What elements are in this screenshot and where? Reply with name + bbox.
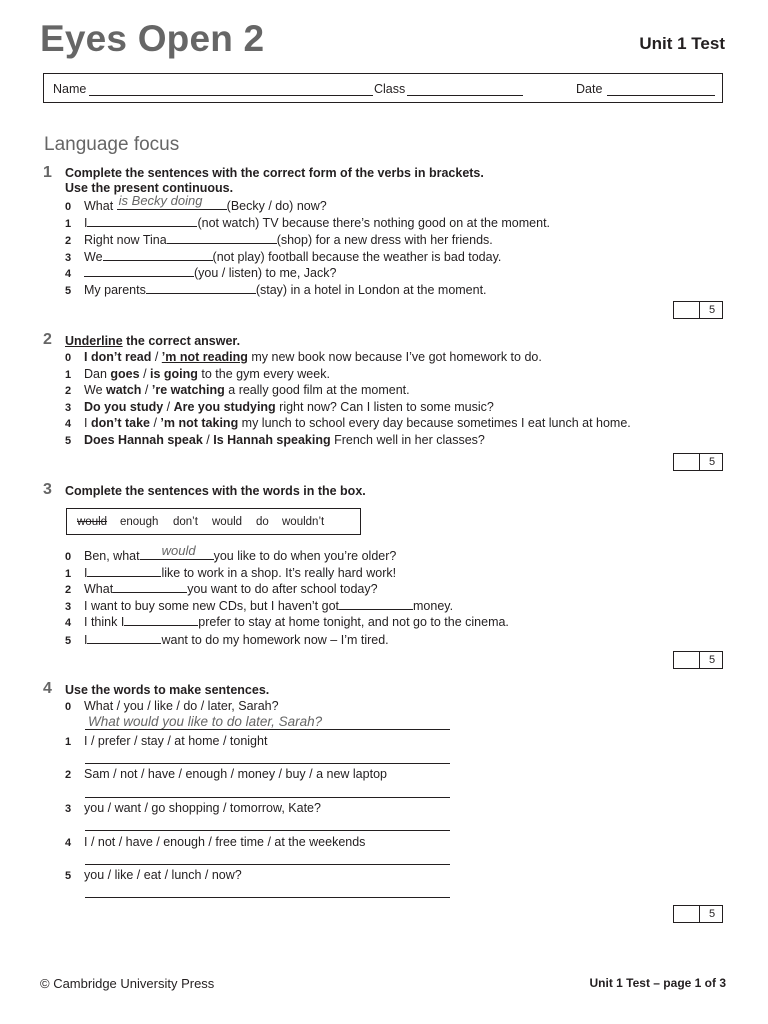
word-box-word: enough (120, 516, 159, 528)
q1-instruction-2: Use the present continuous. (65, 181, 234, 195)
option-a[interactable]: I don’t read (84, 350, 152, 364)
q3-item-4: 4 I think I prefer to stay at home tonight, and not go to the cinema. (65, 615, 509, 629)
option-b[interactable]: ’m not taking (160, 416, 239, 430)
question-number: 3 (43, 481, 52, 498)
q2-item-5: 5 Does Hannah speak / Is Hannah speaking French well in her classes? (65, 433, 485, 447)
q2-instruction: Underline the correct answer. (65, 334, 241, 348)
q4-item-5: 5 you / like / eat / lunch / now? (65, 868, 242, 882)
score-box[interactable] (673, 651, 723, 669)
word-box-word: wouldn’t (282, 516, 325, 528)
answer-line[interactable] (85, 897, 450, 898)
q1-item-2: 2 Right now Tina (shop) for a new dress with her friends. (65, 233, 493, 247)
answer-line[interactable] (85, 864, 450, 865)
q3-item-5: 5 I want to do my homework now – I’m tired. (65, 633, 389, 647)
score-total: 5 (699, 652, 724, 668)
answer-blank[interactable] (146, 281, 256, 294)
score-box[interactable] (673, 905, 723, 923)
answer-blank[interactable] (117, 193, 227, 210)
section-title: Language focus (44, 134, 180, 155)
q1-item-1: 1 I (not watch) TV because there’s nothing good on at the moment. (65, 216, 551, 230)
option-a[interactable]: Does Hannah speak (84, 433, 203, 447)
option-b[interactable]: Are you studying (173, 400, 276, 414)
score-box[interactable] (673, 453, 723, 471)
q1-instruction: Complete the sentences with the correct form of the verbs in brackets. (65, 166, 484, 180)
date-field[interactable] (607, 95, 715, 96)
answer-blank[interactable] (140, 543, 214, 560)
score-total: 5 (699, 906, 724, 922)
option-b[interactable]: ’m not reading (161, 350, 248, 364)
option-a[interactable]: Do you study (84, 400, 164, 414)
question-number: 2 (43, 331, 52, 348)
example-answer: is Becky doing (118, 193, 203, 208)
word-box-word: don’t (173, 516, 198, 528)
word-box-word: would (212, 516, 243, 528)
q3-instruction: Complete the sentences with the words in the box. (65, 484, 366, 498)
q1-item-4: 4 (you / listen) to me, Jack? (65, 266, 337, 280)
q4-instruction: Use the words to make sentences. (65, 683, 270, 697)
answer-line[interactable] (85, 729, 450, 730)
student-info-box (43, 73, 723, 103)
name-field[interactable] (89, 95, 373, 96)
name-label: Name (53, 82, 87, 96)
word-box-word: would (77, 516, 108, 528)
question-number: 1 (43, 164, 52, 181)
score-box[interactable] (673, 301, 723, 319)
answer-blank[interactable] (87, 564, 161, 577)
q4-item-1: 1 I / prefer / stay / at home / tonight (65, 734, 268, 748)
q1-item-3: 3 We (not play) football because the weather is bad today. (65, 250, 502, 264)
q3-item-0: 0 Ben, what would you like to do when you’re older? (65, 543, 397, 563)
example-answer: What would you like to do later, Sarah? (88, 714, 323, 729)
answer-blank[interactable] (87, 631, 161, 644)
q2-item-1: 1 Dan goes / is going to the gym every week. (65, 367, 330, 381)
q2-item-2: 2 We watch / ’re watching a really good film at the moment. (65, 383, 410, 397)
class-field[interactable] (407, 95, 523, 96)
q4-item-2: 2 Sam / not / have / enough / money / buy / a new laptop (65, 767, 387, 781)
answer-blank[interactable] (103, 248, 213, 261)
answer-blank[interactable] (87, 214, 197, 227)
option-a[interactable]: don’t take (90, 416, 150, 430)
q1-item-0: 0 What is Becky doing (Becky / do) now? (65, 193, 327, 213)
q3-item-3: 3 I want to buy some new CDs, but I haven’t got money. (65, 599, 454, 613)
q1-item-5: 5 My parents (stay) in a hotel in London at the moment. (65, 283, 487, 297)
score-total: 5 (699, 454, 724, 470)
test-label: Unit 1 Test (639, 34, 725, 53)
answer-blank[interactable] (113, 580, 187, 593)
answer-blank[interactable] (124, 613, 198, 626)
q4-item-0: 0 What / you / like / do / later, Sarah? (65, 699, 279, 713)
answer-line[interactable] (85, 763, 450, 764)
q4-item-3: 3 you / want / go shopping / tomorrow, Kate? (65, 801, 321, 815)
answer-blank[interactable] (167, 231, 277, 244)
q3-item-1: 1 I like to work in a shop. It’s really hard work! (65, 566, 397, 580)
answer-blank[interactable] (84, 264, 194, 277)
option-a[interactable]: watch (106, 383, 142, 397)
copyright: © Cambridge University Press (40, 976, 215, 991)
word-box-word: do (256, 516, 269, 528)
question-number: 4 (43, 680, 52, 697)
class-label: Class (374, 82, 406, 96)
example-answer: would (161, 543, 196, 558)
option-a[interactable]: goes (110, 367, 140, 381)
q2-item-3: 3 Do you study / Are you studying right now? Can I listen to some music? (65, 400, 494, 414)
option-b[interactable]: ’re watching (151, 383, 225, 397)
q3-item-2: 2 What you want to do after school today? (65, 582, 378, 596)
answer-blank[interactable] (339, 597, 413, 610)
answer-line[interactable] (85, 830, 450, 831)
q4-item-4: 4 I / not / have / enough / free time / at the weekends (65, 835, 366, 849)
answer-line[interactable] (85, 797, 450, 798)
option-b[interactable]: is going (150, 367, 198, 381)
q2-item-0: 0 I don’t read / ’m not reading my new book now because I’ve got homework to do. (65, 350, 542, 364)
q2-item-4: 4 I don’t take / ’m not taking my lunch to school every day because sometimes I eat lunch at home. (65, 416, 631, 430)
document-title: Eyes Open 2 (40, 18, 265, 59)
date-label: Date (576, 82, 603, 96)
option-b[interactable]: Is Hannah speaking (213, 433, 331, 447)
score-total: 5 (699, 302, 724, 318)
word-box (66, 508, 361, 535)
page-number: Unit 1 Test – page 1 of 3 (589, 976, 726, 990)
